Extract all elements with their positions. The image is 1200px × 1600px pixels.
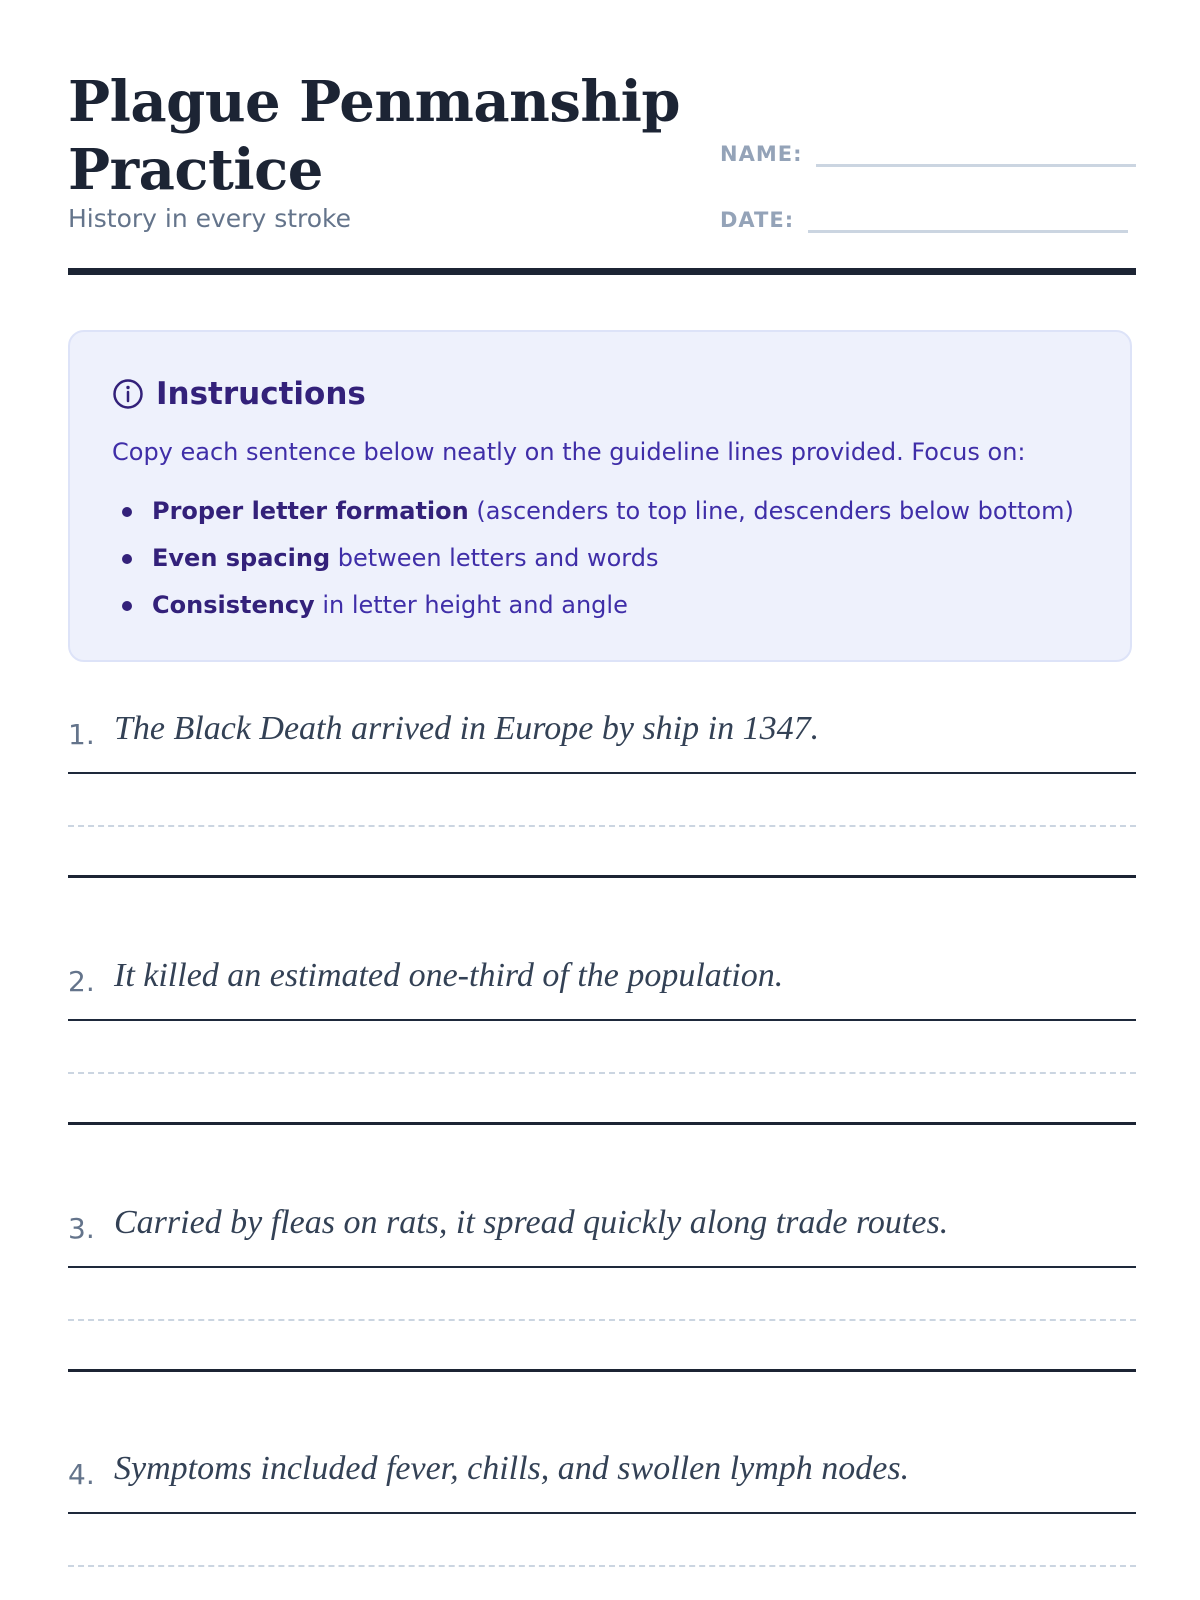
- guideline-midline: [68, 1565, 1136, 1567]
- name-label: NAME:: [720, 142, 803, 166]
- worksheet-page: [68, 0, 1136, 1600]
- list-item-bold: Even spacing: [152, 544, 331, 572]
- instructions-intro: Copy each sentence below neatly on the guideline lines provided. Focus on:: [112, 438, 1026, 466]
- header-divider: [68, 268, 1136, 275]
- guideline-baseline: [68, 875, 1136, 878]
- name-line[interactable]: [816, 140, 1136, 167]
- list-item: [112, 535, 1074, 582]
- list-item-text: between letters and words: [330, 544, 659, 572]
- instructions-title: Instructions: [156, 376, 366, 412]
- name-field[interactable]: [720, 140, 1136, 167]
- page-subtitle: History in every stroke: [68, 204, 352, 233]
- exercise-sentence: Symptoms included fever, chills, and swollen lymph nodes.: [114, 1450, 910, 1487]
- exercise-number: 3.: [68, 1212, 95, 1245]
- exercise-number: 2.: [68, 965, 95, 998]
- worksheet-header: [68, 68, 1136, 278]
- guideline-midline: [68, 825, 1136, 827]
- guideline-top: [68, 1266, 1136, 1268]
- guideline-top: [68, 1512, 1136, 1514]
- date-label: DATE:: [720, 208, 795, 232]
- bullet-icon: [122, 601, 132, 611]
- list-item: [112, 582, 1074, 629]
- instructions-list: [112, 488, 1074, 629]
- exercise-number: 1.: [68, 718, 95, 751]
- bullet-icon: [122, 507, 132, 517]
- guideline-midline: [68, 1072, 1136, 1074]
- list-item-bold: Consistency: [152, 591, 315, 619]
- list-item-bold: Proper letter formation: [152, 497, 469, 525]
- list-item: [112, 488, 1074, 535]
- date-field[interactable]: [720, 206, 1128, 233]
- exercise-sentence: Carried by fleas on rats, it spread quickly along trade routes.: [114, 1204, 949, 1241]
- exercise-number: 4.: [68, 1458, 95, 1491]
- list-item-text: (ascenders to top line, descenders below bottom): [468, 497, 1074, 525]
- instructions-header: [112, 376, 366, 412]
- page-title: Plague Penmanship Practice: [68, 69, 681, 203]
- guideline-midline: [68, 1319, 1136, 1321]
- bullet-icon: [122, 554, 132, 564]
- list-item-text: in letter height and angle: [314, 591, 628, 619]
- date-line[interactable]: [808, 206, 1128, 233]
- exercise-sentence: The Black Death arrived in Europe by ship in 1347.: [114, 710, 820, 747]
- exercise-sentence: It killed an estimated one-third of the population.: [114, 957, 784, 994]
- guideline-top: [68, 1019, 1136, 1021]
- guideline-top: [68, 772, 1136, 774]
- guideline-baseline: [68, 1369, 1136, 1372]
- info-circle-icon: [112, 378, 144, 410]
- guideline-baseline: [68, 1122, 1136, 1125]
- instructions-panel: [68, 330, 1132, 662]
